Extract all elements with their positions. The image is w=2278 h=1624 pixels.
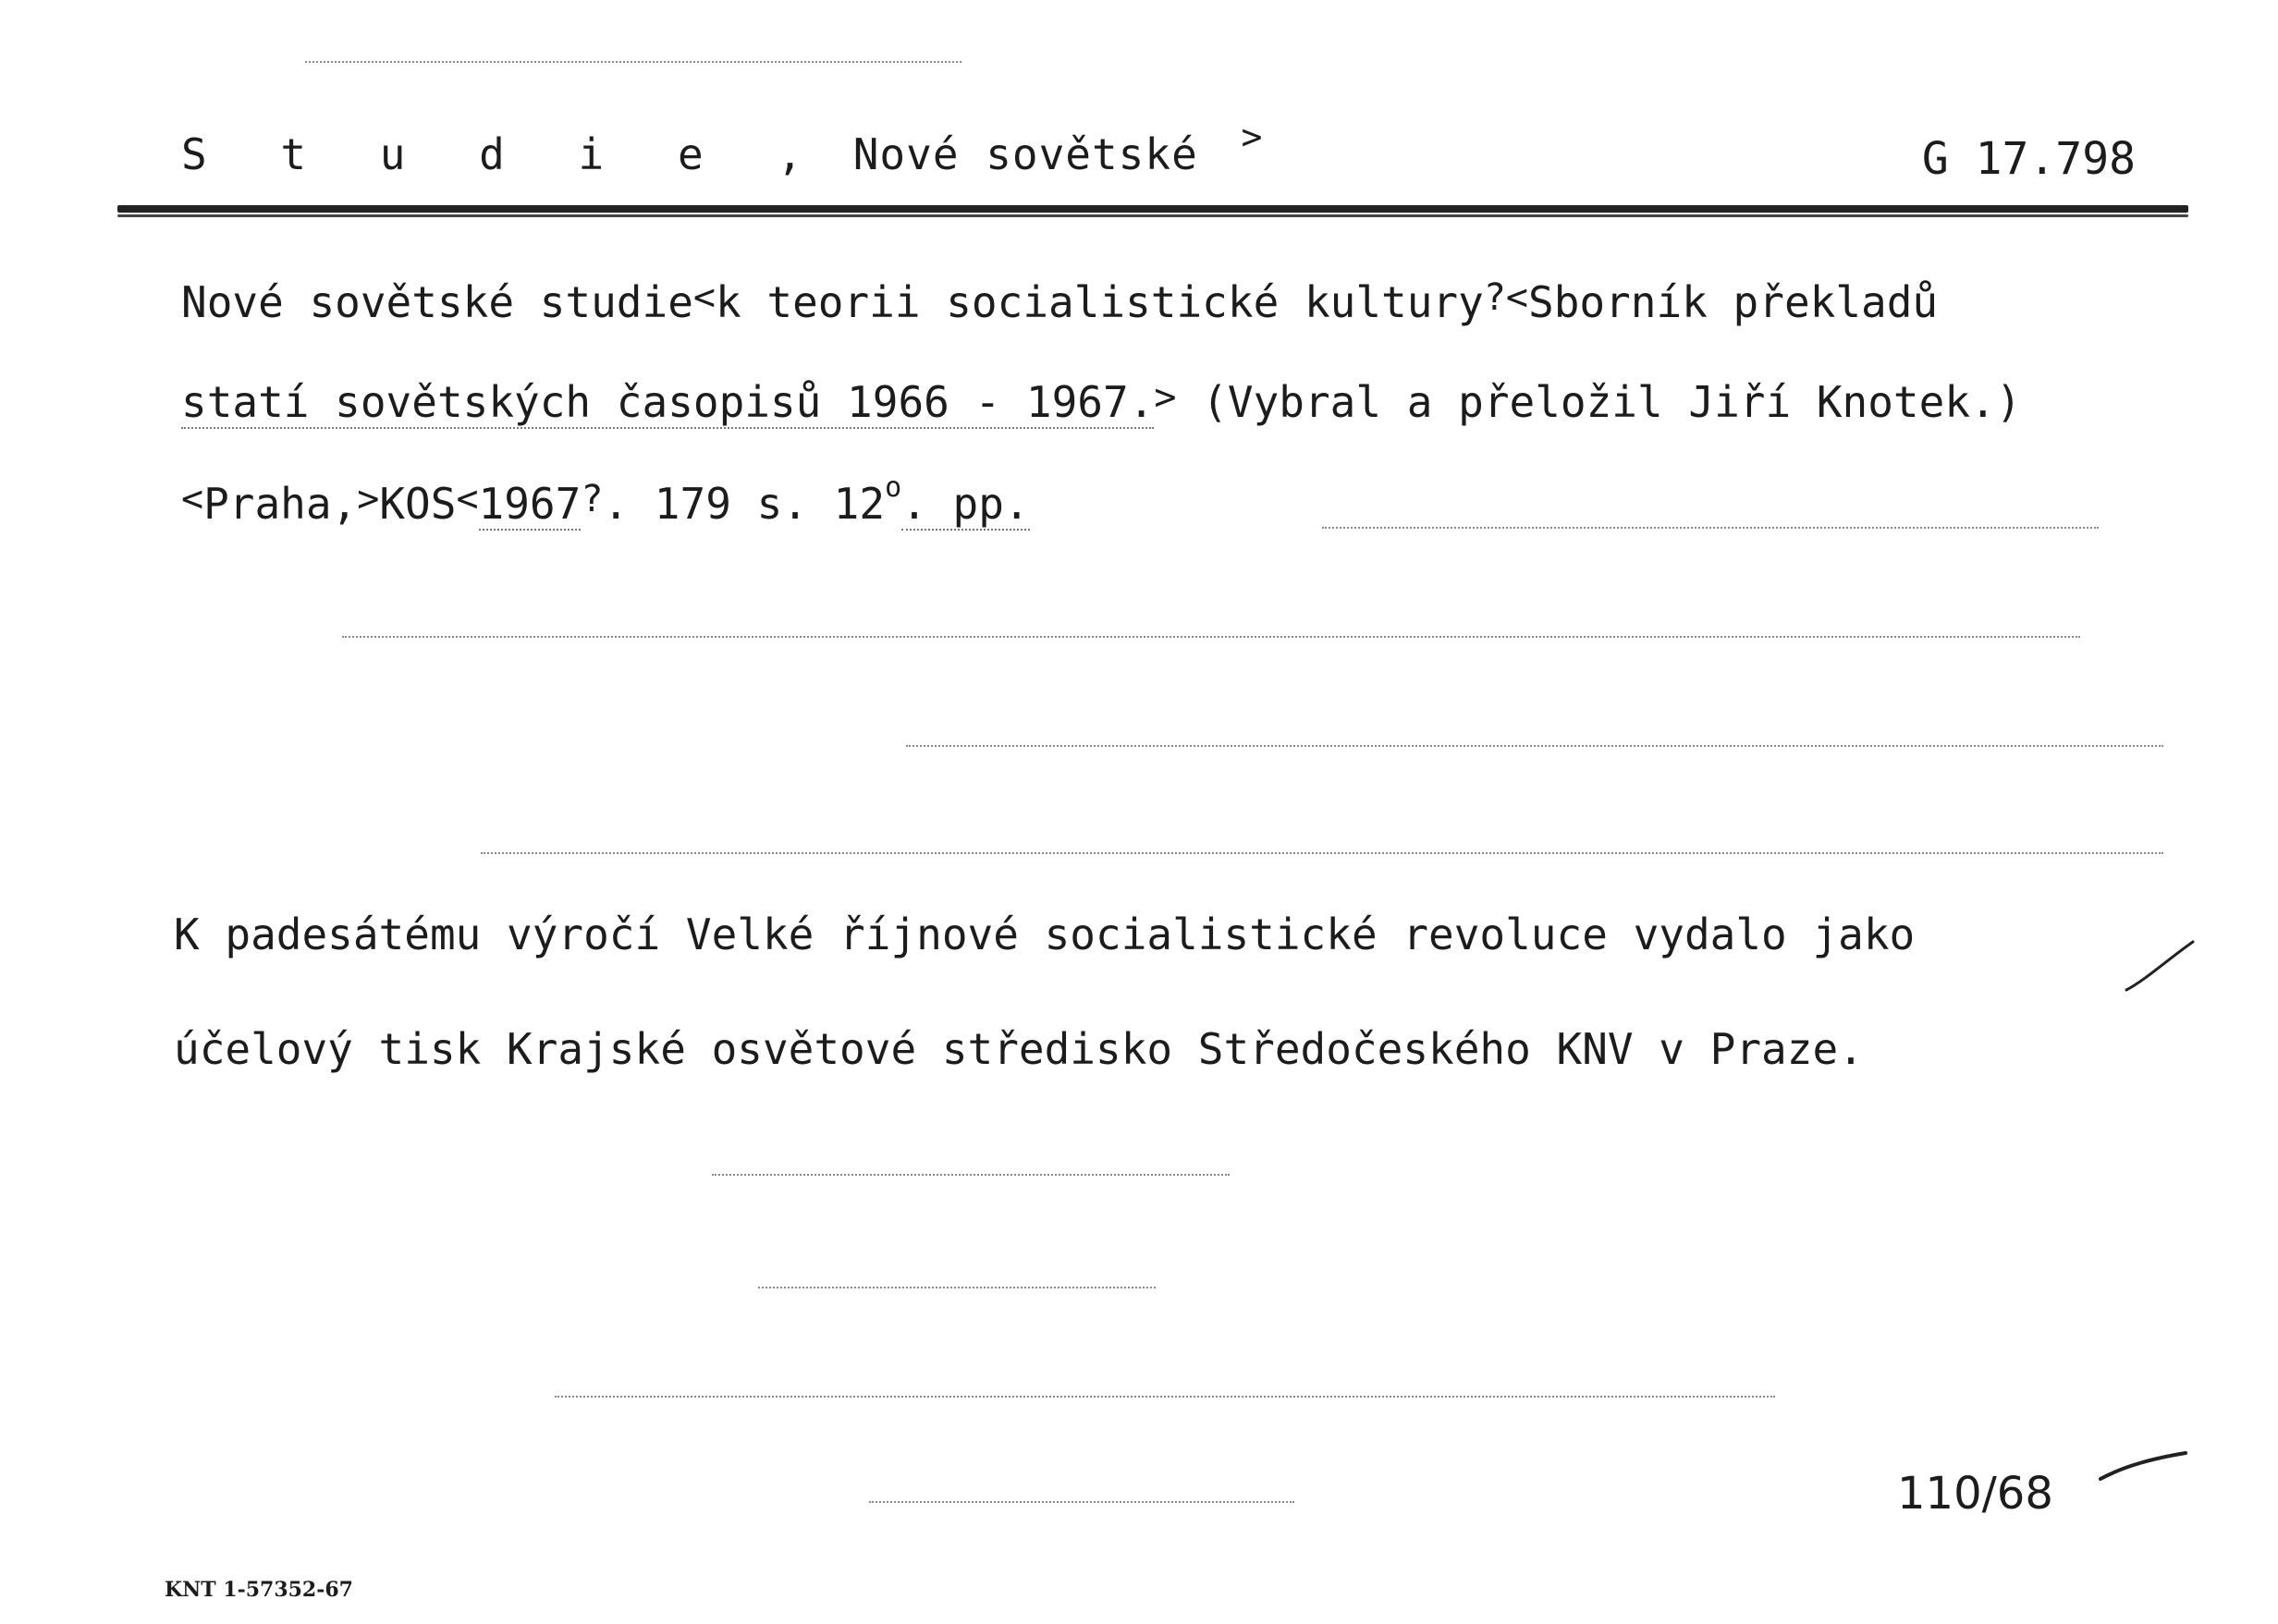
shelf-signature: G 17.798 xyxy=(1921,133,2136,185)
guide-dots xyxy=(906,745,2163,747)
edit-mark: ? xyxy=(581,478,604,520)
entry-subtitle: k teorii socialistické kultury xyxy=(715,277,1484,327)
pen-stroke xyxy=(2123,938,2197,994)
entry-publisher: KOS xyxy=(379,479,457,529)
edit-mark: < xyxy=(181,478,204,520)
entry-line-2 xyxy=(181,377,2021,427)
guide-dots xyxy=(869,1501,1294,1503)
guide-dots xyxy=(758,1287,1156,1288)
entry-format-sup: o xyxy=(885,471,902,504)
accession-number: 110/68 xyxy=(1897,1468,2053,1520)
entry-pp: . pp. xyxy=(901,479,1030,529)
edit-mark: > xyxy=(357,478,380,520)
entry-note-cont: statí sovětských časopisů 1966 - 1967. xyxy=(181,377,1155,427)
entry-title: Nové sovětské studie xyxy=(181,277,693,327)
heading-mark: > xyxy=(1241,116,1264,157)
guide-dots xyxy=(712,1174,1230,1176)
heading-rule xyxy=(117,205,2188,213)
card-heading xyxy=(181,116,1264,179)
card-print-code: KNT 1-57352-67 xyxy=(165,1578,353,1602)
guide-dots xyxy=(342,636,2080,638)
annotation-line-2: účelový tisk Krajské osvětové středisko Středočeského KNV v Praze. xyxy=(174,1024,1864,1074)
pen-stroke xyxy=(2097,1449,2189,1486)
edit-mark: ?< xyxy=(1483,276,1528,319)
heading-rest: Nové sovětské xyxy=(852,129,1198,179)
entry-year: 1967 xyxy=(478,479,582,529)
guide-dots xyxy=(305,61,961,63)
heading-rule-secondary xyxy=(117,214,2188,217)
annotation-line-1: K padesátému výročí Velké říjnové socialistické revoluce vydalo jako xyxy=(174,910,1916,959)
entry-responsibility: (Vybral a přeložil Jiří Knotek.) xyxy=(1202,377,2022,427)
guide-dots xyxy=(481,852,2163,854)
guide-dots xyxy=(555,1396,1775,1398)
entry-line-1 xyxy=(181,277,1938,327)
heading-main: S t u d i e , xyxy=(181,129,827,179)
edit-mark: > xyxy=(1154,376,1177,419)
entry-line-3 xyxy=(181,471,1030,529)
entry-note: Sborník překladů xyxy=(1528,277,1939,327)
edit-mark: < xyxy=(456,478,479,520)
entry-place: Praha, xyxy=(203,479,358,529)
edit-mark: < xyxy=(692,276,716,319)
entry-extent: . 179 s. 12 xyxy=(603,479,886,529)
guide-dots xyxy=(1322,527,2099,529)
